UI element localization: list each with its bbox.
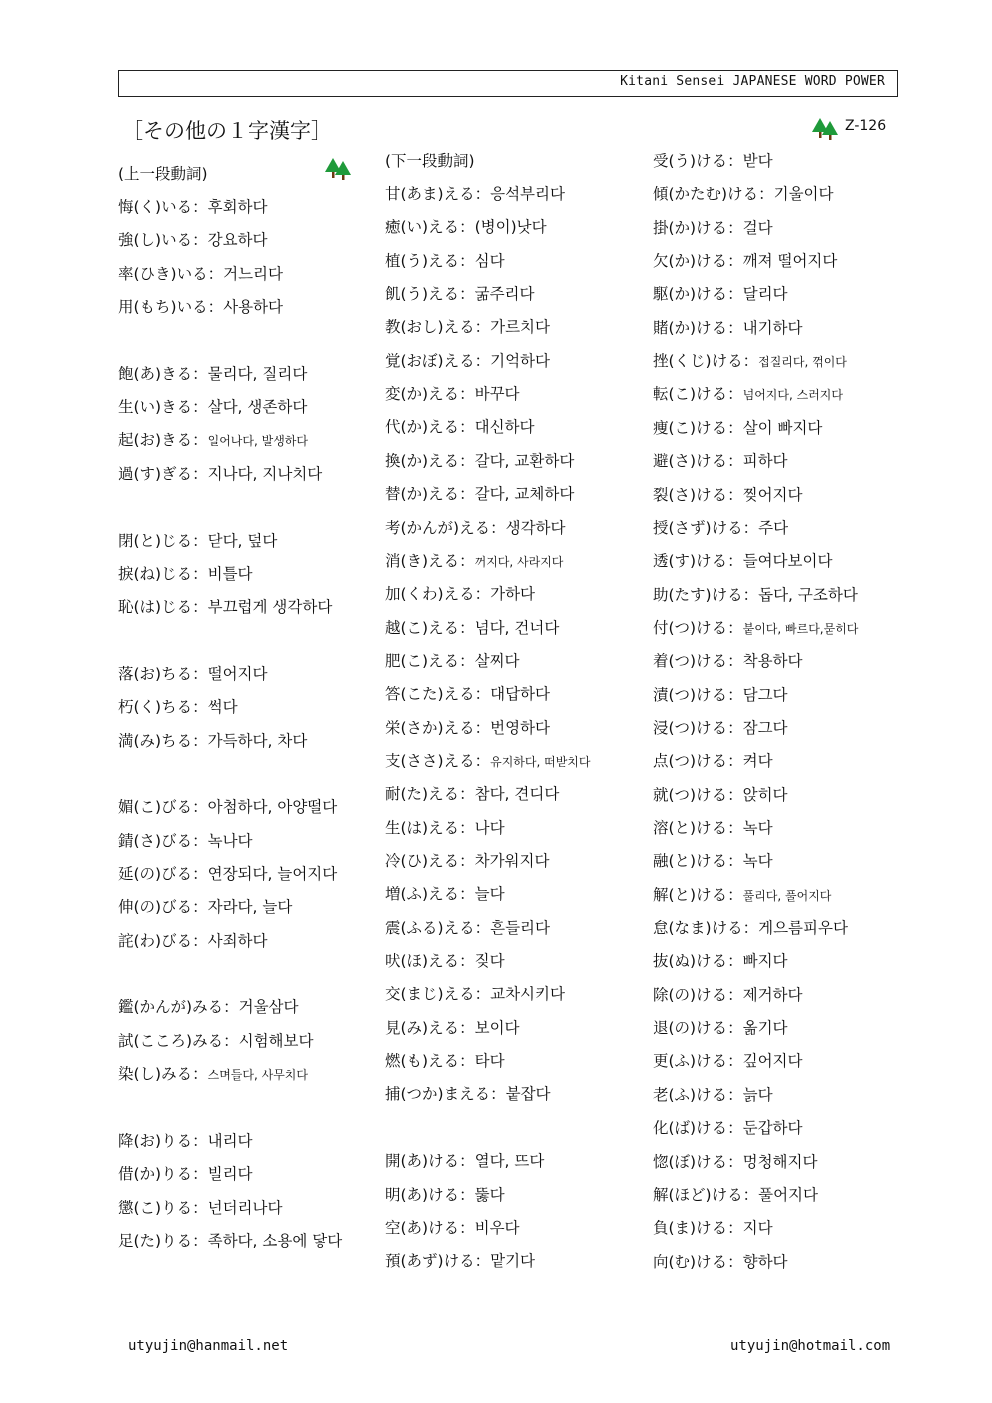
vocab-japanese: 浸(つ)ける： <box>653 719 743 737</box>
vocab-korean: 교차시키다 <box>490 985 565 1003</box>
vocab-korean: 갈다, 교환하다 <box>474 452 575 470</box>
vocab-entry <box>385 1218 520 1238</box>
vocab-korean: 내리다 <box>207 1132 253 1150</box>
vocab-entry <box>385 1084 551 1104</box>
vocab-korean: 붙잡다 <box>505 1085 551 1103</box>
vocab-japanese: 空(あ)ける： <box>385 1219 475 1237</box>
vocab-japanese: 受(う)ける： <box>653 152 743 170</box>
vocab-korean: 녹나다 <box>207 832 253 850</box>
vocab-entry <box>385 551 563 572</box>
vocab-entry <box>118 564 253 584</box>
vocab-korean: 살찌다 <box>474 652 520 670</box>
vocab-korean: 가르치다 <box>490 318 551 336</box>
vocab-korean: 아첨하다, 아양떨다 <box>207 798 338 816</box>
vocab-korean: 강요하다 <box>207 231 268 249</box>
column-heading: (上一段動詞) <box>118 165 208 183</box>
vocab-korean: 빠지다 <box>742 952 788 970</box>
vocab-korean: 지다 <box>742 1219 773 1237</box>
vocab-entry <box>118 897 292 917</box>
vocab-entry <box>118 230 268 250</box>
vocab-japanese: 考(かんが)える： <box>385 519 506 537</box>
vocab-korean: 켜다 <box>742 752 773 770</box>
vocab-japanese: 耐(た)える： <box>385 785 475 803</box>
vocab-korean: 달리다 <box>742 285 788 303</box>
vocab-korean: 짖다 <box>474 952 505 970</box>
vocab-entry <box>653 551 832 571</box>
vocab-entry <box>653 184 834 204</box>
vocab-entry <box>118 1131 253 1151</box>
vocab-japanese: 悔(く)いる： <box>118 198 208 216</box>
vocab-korean: 보이다 <box>474 1019 520 1037</box>
vocab-entry <box>118 364 307 384</box>
vocab-entry <box>653 818 773 838</box>
vocab-entry <box>385 984 565 1004</box>
vocab-japanese: 解(ほど)ける： <box>653 1186 759 1204</box>
vocab-korean: 열다, 뜨다 <box>474 1152 545 1170</box>
vocab-japanese: 染(し)みる： <box>118 1065 208 1083</box>
vocab-korean: 갈다, 교체하다 <box>474 485 575 503</box>
vocab-korean: 번영하다 <box>490 719 551 737</box>
vocab-korean: 풀어지다 <box>758 1186 819 1204</box>
vocab-entry <box>653 951 788 971</box>
vocab-japanese: 惚(ぼ)ける： <box>653 1153 743 1171</box>
vocab-korean: 넘다, 건너다 <box>474 619 560 637</box>
vocab-korean: 기울이다 <box>773 185 834 203</box>
vocab-japanese: 裂(さ)ける： <box>653 486 743 504</box>
vocab-japanese: 負(ま)ける： <box>653 1219 743 1237</box>
vocab-entry <box>653 651 803 671</box>
vocab-japanese: 懲(こ)りる： <box>118 1199 208 1217</box>
vocab-japanese: 交(まじ)える： <box>385 985 491 1003</box>
vocab-entry <box>118 531 277 551</box>
vocab-entry <box>385 884 505 904</box>
vocab-entry <box>118 664 268 684</box>
vocab-korean: 일어나다, 발생하다 <box>207 434 308 448</box>
vocab-japanese: 延(の)びる： <box>118 865 208 883</box>
vocab-entry <box>385 184 565 204</box>
vocab-entry <box>385 1251 535 1271</box>
vocab-korean: 착용하다 <box>742 652 803 670</box>
vocab-japanese: 付(つ)ける： <box>653 619 743 637</box>
column-heading: (下一段動詞) <box>385 152 475 170</box>
vocab-japanese: 落(お)ちる： <box>118 665 208 683</box>
vocab-japanese: 恥(は)じる： <box>118 598 208 616</box>
vocab-japanese: 率(ひき)いる： <box>118 265 224 283</box>
vocab-entry <box>118 931 268 951</box>
vocab-entry <box>653 751 773 771</box>
vocab-entry <box>385 284 535 304</box>
vocab-japanese: 癒(い)える： <box>385 218 475 236</box>
vocab-korean: 비틀다 <box>207 565 253 583</box>
vocab-entry <box>653 1085 773 1105</box>
vocab-japanese: 替(か)える： <box>385 485 475 503</box>
vocab-japanese: 震(ふる)える： <box>385 919 491 937</box>
vocab-japanese: 覚(おぼ)える： <box>385 352 491 370</box>
vocab-japanese: 欠(か)ける： <box>653 252 743 270</box>
vocab-entry <box>653 218 773 238</box>
vocab-korean: 족하다, 소용에 닿다 <box>207 1232 343 1250</box>
vocab-entry <box>385 718 550 738</box>
vocab-entry <box>385 784 559 804</box>
vocab-korean: 담그다 <box>742 686 788 704</box>
vocab-entry <box>118 297 283 317</box>
vocab-entry <box>385 1185 505 1205</box>
vocab-korean: 꺼지다, 사라지다 <box>474 555 564 569</box>
vocab-korean: 피하다 <box>742 452 788 470</box>
vocab-korean: (병이)낫다 <box>474 218 547 236</box>
vocab-japanese: 用(もち)いる： <box>118 298 224 316</box>
vocab-japanese: 吠(ほ)える： <box>385 952 475 970</box>
vocab-japanese: 借(か)りる： <box>118 1165 208 1183</box>
vocab-japanese: 捕(つか)まえる： <box>385 1085 506 1103</box>
vocab-japanese: 生(い)きる： <box>118 398 208 416</box>
vocab-japanese: 溶(と)ける： <box>653 819 743 837</box>
vocab-japanese: 増(ふ)える： <box>385 885 475 903</box>
vocab-japanese: 起(お)きる： <box>118 431 208 449</box>
vocab-entry <box>653 351 847 372</box>
vocab-entry <box>385 217 547 237</box>
vocab-entry <box>118 430 308 451</box>
vocab-korean: 사죄하다 <box>207 932 268 950</box>
vocab-entry <box>118 997 299 1017</box>
vocab-entry <box>653 1185 818 1205</box>
vocab-japanese: 飢(う)える： <box>385 285 475 303</box>
vocab-entry <box>118 397 307 417</box>
vocab-entry <box>653 918 848 938</box>
vocab-korean: 자라다, 늘다 <box>207 898 293 916</box>
vocab-korean: 넘어지다, 스러지다 <box>742 388 843 402</box>
vocab-japanese: 駆(か)ける： <box>653 285 743 303</box>
vocab-japanese: 授(さず)ける： <box>653 519 759 537</box>
vocab-japanese: 栄(さか)える： <box>385 719 491 737</box>
vocab-korean: 찢어지다 <box>742 486 803 504</box>
vocab-entry <box>385 518 566 538</box>
vocab-japanese: 解(と)ける： <box>653 886 743 904</box>
vocab-japanese: 過(す)ぎる： <box>118 465 208 483</box>
vocab-entry <box>653 418 822 438</box>
vocab-entry <box>118 597 332 617</box>
vocab-korean: 접질리다, 꺾이다 <box>758 355 847 369</box>
vocab-korean: 늙다 <box>742 1086 773 1104</box>
vocab-japanese: 着(つ)ける： <box>653 652 743 670</box>
vocab-entry <box>385 251 505 271</box>
vocab-japanese: 見(み)える： <box>385 1019 475 1037</box>
vocab-korean: 풀리다, 풀어지다 <box>742 889 832 903</box>
vocab-japanese: 甘(あま)える： <box>385 185 491 203</box>
vocab-entry <box>385 351 550 371</box>
vocab-japanese: 更(ふ)ける： <box>653 1052 743 1070</box>
vocab-korean: 살이 빠지다 <box>742 419 823 437</box>
vocab-japanese: 鑑(かんが)みる： <box>118 998 239 1016</box>
vocab-japanese: 生(は)える： <box>385 819 475 837</box>
vocab-japanese: 試(こころ)みる： <box>118 1032 239 1050</box>
vocab-entry <box>385 384 520 404</box>
vocab-korean: 깊어지다 <box>742 1052 803 1070</box>
vocab-korean: 바꾸다 <box>474 385 520 403</box>
vocab-japanese: 転(こ)ける： <box>653 385 743 403</box>
vocab-japanese: 老(ふ)ける： <box>653 1086 743 1104</box>
vocab-korean: 옮기다 <box>742 1019 788 1037</box>
vocab-entry <box>653 585 858 605</box>
vocab-entry <box>118 731 307 751</box>
vocab-korean: 시험해보다 <box>238 1032 314 1050</box>
vocab-korean: 돕다, 구조하다 <box>758 586 858 604</box>
vocab-entry <box>385 1151 544 1171</box>
vocab-entry <box>118 464 322 484</box>
vocab-japanese: 強(し)いる： <box>118 231 208 249</box>
vocab-korean: 붙이다, 빠르다,묻히다 <box>742 622 859 636</box>
page-code: Z-126 <box>845 118 887 134</box>
vocab-entry <box>385 484 574 504</box>
vocab-japanese: 飽(あ)きる： <box>118 365 208 383</box>
vocab-korean: 내기하다 <box>742 319 803 337</box>
vocab-korean: 살다, 생존하다 <box>207 398 308 416</box>
vocab-entry <box>653 685 788 705</box>
header-box <box>118 70 898 97</box>
vocab-korean: 닫다, 덮다 <box>207 532 278 550</box>
vocab-japanese: 預(あず)ける： <box>385 1252 491 1270</box>
vocab-entry <box>653 284 788 304</box>
vocab-entry <box>385 584 535 604</box>
vocab-japanese: 就(つ)ける： <box>653 786 743 804</box>
vocab-entry <box>653 885 831 906</box>
vocab-korean: 심다 <box>474 252 505 270</box>
vocab-korean: 지나다, 지나치다 <box>207 465 323 483</box>
vocab-entry <box>653 251 837 271</box>
vocab-entry <box>118 1064 308 1085</box>
vocab-korean: 흔들리다 <box>490 919 551 937</box>
vocab-korean: 기억하다 <box>490 352 551 370</box>
vocab-entry <box>385 684 550 704</box>
vocab-entry <box>653 151 773 171</box>
vocab-entry <box>385 651 520 671</box>
vocab-korean: 주다 <box>758 519 789 537</box>
vocab-korean: 제거하다 <box>742 986 803 1004</box>
vocab-entry <box>118 831 253 851</box>
vocab-entry <box>118 1198 282 1218</box>
vocab-entry <box>653 1152 817 1172</box>
vocab-japanese: 燃(も)える： <box>385 1052 475 1070</box>
vocab-korean: 스며들다, 사무치다 <box>207 1068 308 1082</box>
vocab-entry <box>118 1231 342 1251</box>
vocab-korean: 잠그다 <box>742 719 788 737</box>
vocab-entry <box>385 317 550 337</box>
vocab-japanese: 透(す)ける： <box>653 552 743 570</box>
vocab-entry <box>118 697 238 717</box>
vocab-japanese: 換(か)える： <box>385 452 475 470</box>
vocab-japanese: 抜(ぬ)ける： <box>653 952 743 970</box>
vocab-korean: 대답하다 <box>490 685 551 703</box>
vocab-japanese: 越(こ)える： <box>385 619 475 637</box>
vocab-korean: 멍청해지다 <box>742 1153 818 1171</box>
vocab-korean: 연장되다, 늘어지다 <box>207 865 338 883</box>
vocab-korean: 게으름피우다 <box>758 919 848 937</box>
footer-email-left: utyujin@hanmail.net <box>128 1338 289 1354</box>
vocab-korean: 후회하다 <box>207 198 268 216</box>
vocab-korean: 빌리다 <box>207 1165 253 1183</box>
vocab-japanese: 支(ささ)える： <box>385 752 491 770</box>
footer-email-right: utyujin@hotmail.com <box>730 1338 891 1354</box>
vocab-japanese: 朽(く)ちる： <box>118 698 208 716</box>
vocab-korean: 타다 <box>474 1052 505 1070</box>
vocab-korean: 늘다 <box>474 885 505 903</box>
vocab-korean: 굶주리다 <box>474 285 535 303</box>
vocab-korean: 생각하다 <box>505 519 566 537</box>
vocab-japanese: 開(あ)ける： <box>385 1152 475 1170</box>
vocab-korean: 비우다 <box>474 1219 520 1237</box>
vocab-japanese: 媚(こ)びる： <box>118 798 208 816</box>
vocab-entry <box>653 1018 788 1038</box>
vocab-korean: 떨어지다 <box>207 665 268 683</box>
vocab-entry <box>118 1031 313 1051</box>
vocab-entry <box>118 1164 253 1184</box>
vocab-entry <box>385 951 505 971</box>
vocab-entry <box>653 1118 803 1138</box>
vocab-korean: 뚫다 <box>474 1186 505 1204</box>
vocab-japanese: 点(つ)ける： <box>653 752 743 770</box>
vocab-japanese: 冷(ひ)える： <box>385 852 475 870</box>
vocab-entry <box>653 985 803 1005</box>
vocab-entry <box>385 851 549 871</box>
vocab-japanese: 避(さ)ける： <box>653 452 743 470</box>
vocab-entry <box>653 718 788 738</box>
vocab-japanese: 挫(くじ)ける： <box>653 352 759 370</box>
vocab-japanese: 痩(こ)ける： <box>653 419 743 437</box>
vocab-korean: 깨져 떨어지다 <box>742 252 838 270</box>
vocab-japanese: 閉(と)じる： <box>118 532 208 550</box>
vocab-japanese: 肥(こ)える： <box>385 652 475 670</box>
vocab-japanese: 植(う)える： <box>385 252 475 270</box>
vocab-japanese: 足(た)りる： <box>118 1232 208 1250</box>
vocab-korean: 나다 <box>474 819 505 837</box>
vocab-korean: 녹다 <box>742 852 773 870</box>
vocab-japanese: 掛(か)ける： <box>653 219 743 237</box>
vocab-korean: 썩다 <box>207 698 238 716</box>
vocab-korean: 맡기다 <box>490 1252 536 1270</box>
vocab-japanese: 怠(なま)ける： <box>653 919 759 937</box>
header-text: Kitani Sensei JAPANESE WORD POWER <box>620 74 885 89</box>
tree-icon <box>810 116 840 142</box>
vocab-korean: 넌더리나다 <box>207 1199 283 1217</box>
vocab-japanese: 捩(ね)じる： <box>118 565 208 583</box>
vocab-korean: 대신하다 <box>474 418 535 436</box>
vocab-japanese: 代(か)える： <box>385 418 475 436</box>
vocab-entry <box>653 451 788 471</box>
vocab-japanese: 伸(の)びる： <box>118 898 208 916</box>
vocab-japanese: 消(き)える： <box>385 552 475 570</box>
vocab-entry <box>385 417 535 437</box>
vocab-japanese: 答(こた)える： <box>385 685 491 703</box>
vocab-entry <box>385 1018 520 1038</box>
vocab-japanese: 加(くわ)える： <box>385 585 491 603</box>
vocab-korean: 응석부리다 <box>490 185 565 203</box>
vocab-korean: 유지하다, 떠받치다 <box>490 755 591 769</box>
vocab-entry <box>385 818 505 838</box>
vocab-japanese: 賭(か)ける： <box>653 319 743 337</box>
vocab-japanese: 化(ば)ける： <box>653 1119 743 1137</box>
vocab-korean: 앉히다 <box>742 786 788 804</box>
vocab-japanese: 明(あ)ける： <box>385 1186 475 1204</box>
tree-icon <box>323 156 353 182</box>
vocab-korean: 거느리다 <box>223 265 284 283</box>
vocab-korean: 걸다 <box>742 219 773 237</box>
vocab-japanese: 変(か)える： <box>385 385 475 403</box>
vocab-korean: 부끄럽게 생각하다 <box>207 598 333 616</box>
vocab-entry <box>653 384 843 405</box>
vocab-korean: 거울삼다 <box>238 998 299 1016</box>
vocab-japanese: 錆(さ)びる： <box>118 832 208 850</box>
vocab-korean: 둔갑하다 <box>742 1119 803 1137</box>
vocab-entry <box>118 797 337 817</box>
vocab-entry <box>653 1218 773 1238</box>
vocab-entry <box>653 785 788 805</box>
vocab-entry <box>118 197 268 217</box>
vocab-korean: 차가워지다 <box>474 852 550 870</box>
vocab-korean: 가하다 <box>490 585 536 603</box>
vocab-entry <box>385 918 550 938</box>
vocab-japanese: 満(み)ちる： <box>118 732 208 750</box>
vocab-entry <box>385 1051 505 1071</box>
vocab-korean: 참다, 견디다 <box>474 785 560 803</box>
vocab-japanese: 融(と)ける： <box>653 852 743 870</box>
vocab-korean: 물리다, 질리다 <box>207 365 308 383</box>
vocab-japanese: 助(たす)ける： <box>653 586 759 604</box>
vocab-entry <box>653 1051 803 1071</box>
vocab-japanese: 傾(かたむ)ける： <box>653 185 774 203</box>
vocab-entry <box>653 1252 788 1272</box>
vocab-japanese: 除(の)ける： <box>653 986 743 1004</box>
vocab-entry <box>653 618 858 639</box>
vocab-japanese: 教(おし)える： <box>385 318 491 336</box>
vocab-japanese: 退(の)ける： <box>653 1019 743 1037</box>
vocab-korean: 들여다보이다 <box>742 552 833 570</box>
vocab-entry <box>653 851 773 871</box>
vocab-entry <box>653 518 788 538</box>
vocab-japanese: 詫(わ)びる： <box>118 932 208 950</box>
page-title: ［その他の１字漢字］ <box>122 119 332 143</box>
vocab-korean: 녹다 <box>742 819 773 837</box>
vocab-japanese: 降(お)りる： <box>118 1132 208 1150</box>
vocab-japanese: 漬(つ)ける： <box>653 686 743 704</box>
vocab-entry <box>118 864 337 884</box>
vocab-entry <box>385 618 559 638</box>
vocab-korean: 받다 <box>742 152 773 170</box>
vocab-entry <box>118 264 283 284</box>
vocab-japanese: 向(む)ける： <box>653 1253 743 1271</box>
vocab-entry <box>385 451 574 471</box>
vocab-entry <box>653 318 803 338</box>
vocab-entry <box>385 751 590 772</box>
vocab-korean: 가득하다, 차다 <box>207 732 308 750</box>
vocab-entry <box>653 485 803 505</box>
vocab-korean: 향하다 <box>742 1253 788 1271</box>
vocab-korean: 사용하다 <box>223 298 284 316</box>
